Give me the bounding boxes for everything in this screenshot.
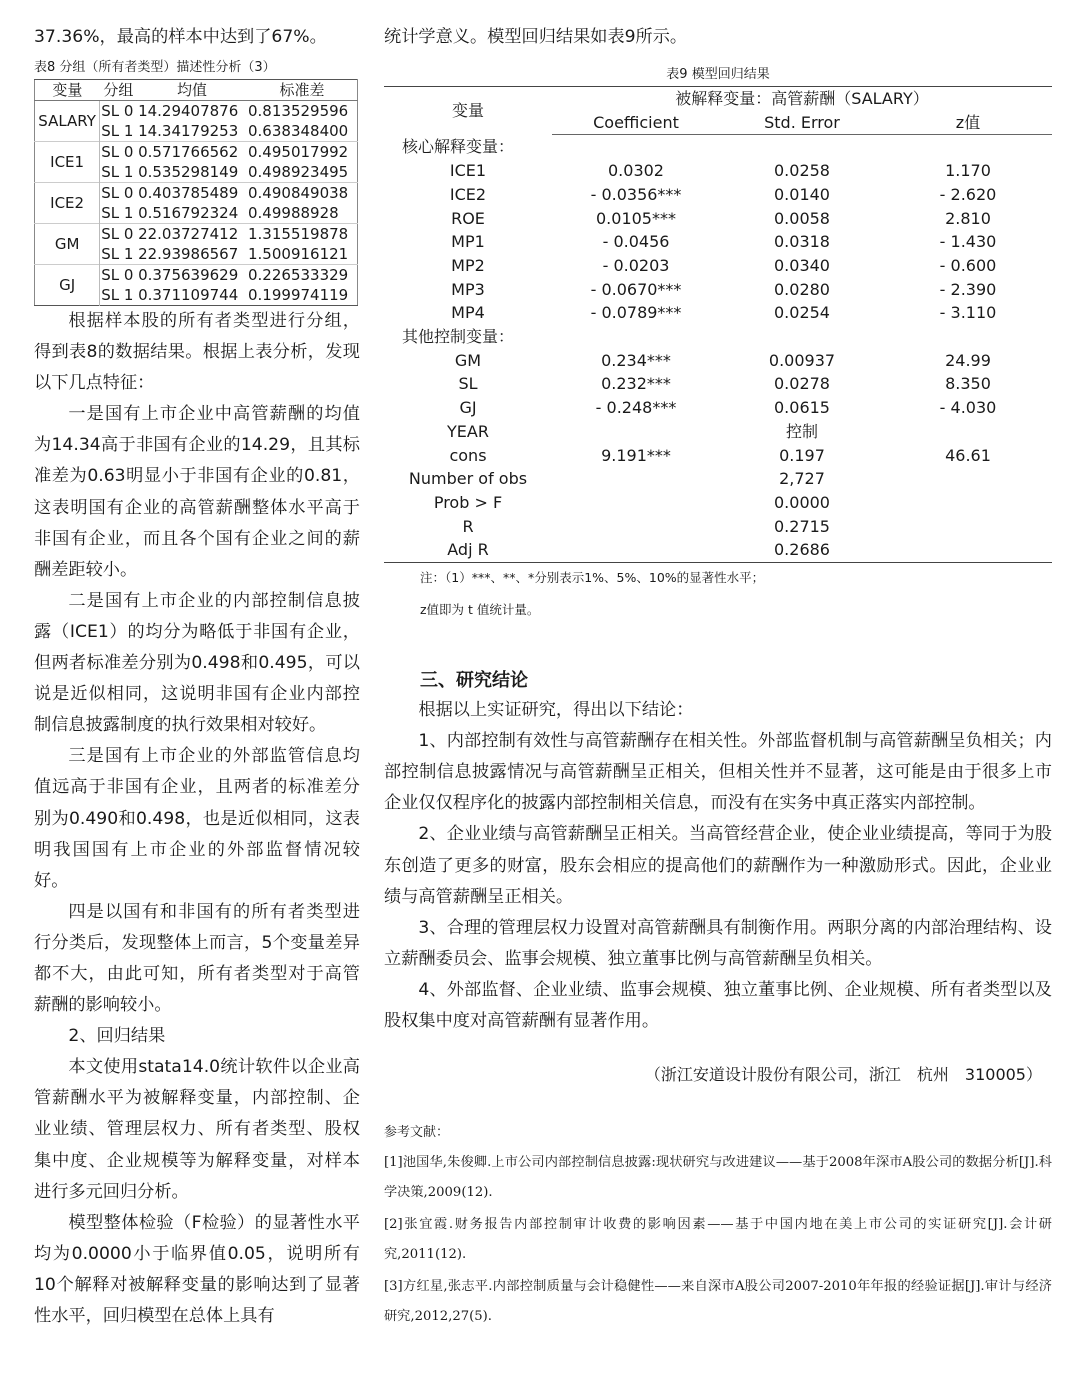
- table9-cell: 0.0280: [774, 279, 830, 299]
- table-row: [384, 420, 1052, 444]
- table9-cell: MP3: [451, 279, 485, 299]
- table8-var: GJ: [35, 265, 100, 306]
- table8-var: ICE1: [35, 142, 100, 183]
- table-row: [384, 467, 1052, 491]
- table9-caption: 表9 模型回归结果: [666, 67, 770, 82]
- table9-cell: [552, 467, 720, 491]
- table9-cell: 0.0340: [774, 255, 830, 275]
- body-paragraph: 本文使用stata14.0统计软件以企业高管薪酬水平为被解释变量，内部控制、企业业绩、管理层权力、所有者类型、股权集中度、企业规模等为解释变量，对样本进行多元回归分析。: [34, 1057, 360, 1202]
- table9-cell: - 1.430: [939, 232, 997, 252]
- table8-cell: 0.813529596: [247, 101, 358, 122]
- table8-cell: SL 0: [100, 265, 137, 286]
- left-top-line: 37.36%，最高的样本中达到了67%。: [34, 27, 327, 47]
- table8-header: 标准差: [247, 80, 358, 101]
- body-paragraph: 1、内部控制有效性与高管薪酬存在相关性。外部监督机制与高管薪酬呈负相关；内部控制信息披露情况与高管薪酬呈正相关，但相关性并不显著，这可能是由于很多上市企业仅仅程序化的披露内部控制相关信息，而没有在实务中真正落实内部控制。: [384, 731, 1052, 814]
- table-row: [384, 159, 1052, 183]
- table9-cell: - 0.600: [939, 255, 997, 275]
- table9-cell: 0.0615: [774, 398, 830, 418]
- table-row: [384, 491, 1052, 515]
- table9-cell: 控制: [785, 421, 818, 441]
- table9-cell: 0.2715: [774, 516, 830, 536]
- table9-cell: 0.232***: [601, 374, 671, 394]
- table8-cell: 0.516792324: [138, 204, 239, 222]
- table9-cell: 0.234***: [601, 350, 671, 370]
- right-top-line: 统计学意义。模型回归结果如表9所示。: [384, 27, 688, 47]
- table-row: [384, 372, 1052, 396]
- table8-cell: 0.490849038: [247, 183, 358, 204]
- table8-header: 分组: [100, 80, 137, 101]
- table-row: [35, 224, 358, 245]
- reference-item: [3]方红星,张志平.内部控制质量与会计稳健性——来自深市A股公司2007-2010年年报的经验证据[J].审计与经济研究,2012,27(5).: [384, 1279, 1052, 1325]
- table9-cell: 9.191***: [601, 445, 671, 465]
- table9-cell: 0.0318: [774, 232, 830, 252]
- table9-cell: Prob > F: [433, 492, 503, 512]
- table9-cell: - 0.0670***: [590, 279, 682, 299]
- table9-cell: - 0.0356***: [590, 184, 682, 204]
- table9-cell: 0.0058: [774, 208, 830, 228]
- table9-cell: 2.810: [945, 208, 991, 228]
- table9-cell: - 4.030: [939, 398, 997, 418]
- table9: [384, 86, 1052, 563]
- table9-cell: - 0.0203: [602, 255, 670, 275]
- table-row: [384, 278, 1052, 302]
- table8-caption: 表8 分组（所有者类型）描述性分析（3）: [34, 60, 276, 75]
- table9-cell: - 2.390: [939, 279, 997, 299]
- table9-cell: 0.0278: [774, 374, 830, 394]
- table9-cell: - 3.110: [939, 303, 997, 323]
- table-row: [35, 142, 358, 163]
- table-row: [384, 349, 1052, 373]
- right-column: [384, 22, 1052, 1334]
- body-paragraph: 二是国有上市企业的内部控制信息披露（ICE1）的均分为略低于非国有企业，但两者标准差分别为0.498和0.495，可以说是近似相同，这说明非国有企业内部控制信息披露制度的执行效果相对较好。: [34, 590, 360, 736]
- table8-cell: SL 1: [101, 286, 134, 304]
- table9-cell: 0.0000: [774, 492, 830, 512]
- table9-cell: cons: [449, 445, 487, 465]
- table9-cell: [552, 515, 720, 539]
- table9-cell: GJ: [459, 398, 477, 418]
- body-paragraph: 四是以国有和非国有的所有者类型进行分类后，发现整体上而言，5个变量差异都不大，由此可知，所有者类型对于高管薪酬的影响较小。: [34, 901, 360, 1016]
- table9-cell: [884, 538, 1052, 562]
- table9-cell: - 0.248***: [595, 398, 677, 418]
- table9-cell: - 0.0456: [602, 232, 670, 252]
- table8-cell: 1.315519878: [247, 224, 358, 245]
- body-paragraph: 根据样本股的所有者类型进行分组，得到表8的数据结果。根据上表分析，发现以下几点特征：: [34, 311, 360, 394]
- table8-cell: 22.03727412: [137, 224, 247, 245]
- table8-cell: 0.371109744: [138, 286, 239, 304]
- table8-cell: 14.29407876: [137, 101, 247, 122]
- table9-cell: - 0.0789***: [590, 303, 682, 323]
- table9-section-label: 其他控制变量：: [402, 327, 515, 347]
- table9-cell: MP1: [451, 232, 485, 252]
- table8-header: 均值: [137, 80, 247, 101]
- table-row: [384, 444, 1052, 468]
- table8-header: 变量: [35, 80, 100, 101]
- table9-cell: - 2.620: [939, 184, 997, 204]
- table8-cell: 1.500916121: [248, 245, 349, 263]
- body-paragraph: 3、合理的管理层权力设置对高管薪酬具有制衡作用。两职分离的内部治理结构、设立薪酬委员会、监事会规模、独立董事比例与高管薪酬呈负相关。: [384, 917, 1052, 969]
- table8-cell: SL 1: [101, 204, 134, 222]
- table-row: [384, 135, 1052, 159]
- table-row: [384, 254, 1052, 278]
- table8-cell: SL 1: [101, 245, 134, 263]
- table8-cell: 0.495017992: [247, 142, 358, 163]
- table9-cell: ROE: [451, 208, 485, 228]
- table9-col-header: z值: [884, 111, 1052, 135]
- section-title: 三、研究结论: [420, 670, 528, 692]
- table-row: [384, 207, 1052, 231]
- table-row: [35, 183, 358, 204]
- table9-cell: 2,727: [779, 469, 825, 489]
- table9-cell: [552, 420, 720, 444]
- table9-cell: R: [462, 516, 474, 536]
- table8-cell: 0.403785489: [137, 183, 247, 204]
- table9-cell: 0.0140: [774, 184, 830, 204]
- table8-var: SALARY: [35, 101, 100, 142]
- table8-cell: 0.199974119: [248, 286, 349, 304]
- table9-cell: 0.2686: [720, 538, 884, 562]
- body-paragraph: 一是国有上市企业中高管薪酬的均值为14.34高于非国有企业的14.29，且其标准差为0.63明显小于非国有企业的0.81，这表明国有企业的高管薪酬整体水平高于非国有企业，而且各个国有企业之间的薪酬差距较小。: [34, 404, 360, 580]
- table8-cell: SL 1: [101, 163, 134, 181]
- body-paragraph: 三是国有上市企业的外部监管信息均值远高于非国有企业，且两者的标准差分别为0.490和0.498，也是近似相同，这表明我国国有上市企业的外部监督情况较好。: [34, 746, 360, 891]
- table9-col-header: Coefficient: [552, 111, 720, 135]
- table9-col-header: Std. Error: [720, 111, 884, 135]
- subsection-heading: 2、回归结果: [68, 1026, 166, 1047]
- table8-cell: SL 0: [100, 101, 137, 122]
- table9-var-header: 变量: [384, 87, 552, 135]
- table8-cell: 14.34179253: [138, 122, 239, 140]
- table9-cell: [884, 515, 1052, 539]
- table9-cell: SL: [458, 374, 478, 394]
- table8-cell: SL 0: [100, 183, 137, 204]
- table9-cell: 0.0302: [608, 161, 664, 181]
- table9-cell: [884, 491, 1052, 515]
- references-title: 参考文献：: [384, 1125, 450, 1141]
- table-row: [35, 101, 358, 122]
- table8-cell: 0.375639629: [137, 265, 247, 286]
- table9-cell: [884, 467, 1052, 491]
- table9-cell: 0.0254: [774, 303, 830, 323]
- body-paragraph: 4、外部监督、企业业绩、监事会规模、独立董事比例、企业规模、所有者类型以及股权集中度对高管薪酬有显著作用。: [384, 979, 1052, 1031]
- table9-cell: 0.197: [779, 445, 825, 465]
- table9-cell: 0.00937: [768, 350, 836, 370]
- table8-var: GM: [35, 224, 100, 265]
- table8-var: ICE2: [35, 183, 100, 224]
- table9-cell: ICE2: [449, 184, 487, 204]
- table9-cell: 46.61: [945, 445, 991, 465]
- table9-note: 注：（1）***、**、*分别表示1%、5%、10%的显著性水平；: [420, 570, 765, 586]
- table9-cell: MP4: [451, 303, 485, 323]
- table8-cell: SL 1: [101, 122, 134, 140]
- table8-cell: 0.571766562: [137, 142, 247, 163]
- table-row: [384, 325, 1052, 349]
- table8-cell: 0.49988928: [248, 204, 339, 222]
- table8-cell: SL 0: [100, 142, 137, 163]
- table-row: [384, 515, 1052, 539]
- body-paragraph: 模型整体检验（F检验）的显著性水平均为0.0000小于临界值0.05，说明所有10个解释对被解释变量的影响达到了显著性水平，回归模型在总体上具有: [34, 1212, 360, 1326]
- table9-cell: 8.350: [945, 374, 991, 394]
- table8-cell: SL 0: [100, 224, 137, 245]
- table9-cell: 1.170: [945, 161, 991, 181]
- table-row: [384, 230, 1052, 254]
- table9-cell: YEAR: [447, 421, 489, 441]
- table9-cell: [552, 491, 720, 515]
- table-row: [384, 183, 1052, 207]
- table9-cell: 0.0258: [774, 161, 830, 181]
- table-row: [384, 538, 1052, 562]
- affiliation: （浙江安道设计股份有限公司，浙江 杭州 310005）: [644, 1065, 1042, 1085]
- table9-cell: [552, 538, 720, 562]
- body-paragraph: 2、企业业绩与高管薪酬呈正相关。当高管经营企业，使企业业绩提高，等同于为股东创造了更多的财富，股东会相应的提高他们的薪酬作为一种激励形式。因此，企业业绩与高管薪酬呈正相关。: [384, 824, 1052, 907]
- table9-cell: 24.99: [945, 350, 991, 370]
- table-row: [384, 396, 1052, 420]
- table9-cell: GM: [454, 350, 482, 370]
- table8-cell: 0.638348400: [248, 122, 349, 140]
- table8-cell: 0.498923495: [248, 163, 349, 181]
- table9-cell: Number of obs: [408, 469, 528, 489]
- table-row: [384, 301, 1052, 325]
- table8-cell: 22.93986567: [138, 245, 239, 263]
- body-paragraph: 根据以上实证研究，得出以下结论：: [418, 700, 694, 721]
- table9-cell: MP2: [451, 255, 485, 275]
- reference-item: [2]张宜霞.财务报告内部控制审计收费的影响因素——基于中国内地在美上市公司的实证研究[J].会计研究,2011(12).: [384, 1217, 1052, 1263]
- table9-cell: 0.0105***: [596, 208, 676, 228]
- left-column: [34, 22, 360, 1332]
- table8-cell: 0.226533329: [247, 265, 358, 286]
- table9-cell: [884, 420, 1052, 444]
- table9-note: z值即为 t 值统计量。: [420, 602, 540, 618]
- table9-cell: Adj R: [384, 538, 552, 562]
- table9-dep-header: 被解释变量：高管薪酬（SALARY）: [552, 87, 1052, 111]
- reference-item: [1]池国华,朱俊卿.上市公司内部控制信息披露:现状研究与改进建议——基于2008年深市A股公司的数据分析[J].科学决策,2009(12).: [384, 1155, 1052, 1201]
- table8: [34, 79, 358, 306]
- table9-cell: ICE1: [449, 161, 487, 181]
- table-row: [35, 265, 358, 286]
- table8-cell: 0.535298149: [138, 163, 239, 181]
- table9-section-label: 核心解释变量：: [402, 137, 515, 157]
